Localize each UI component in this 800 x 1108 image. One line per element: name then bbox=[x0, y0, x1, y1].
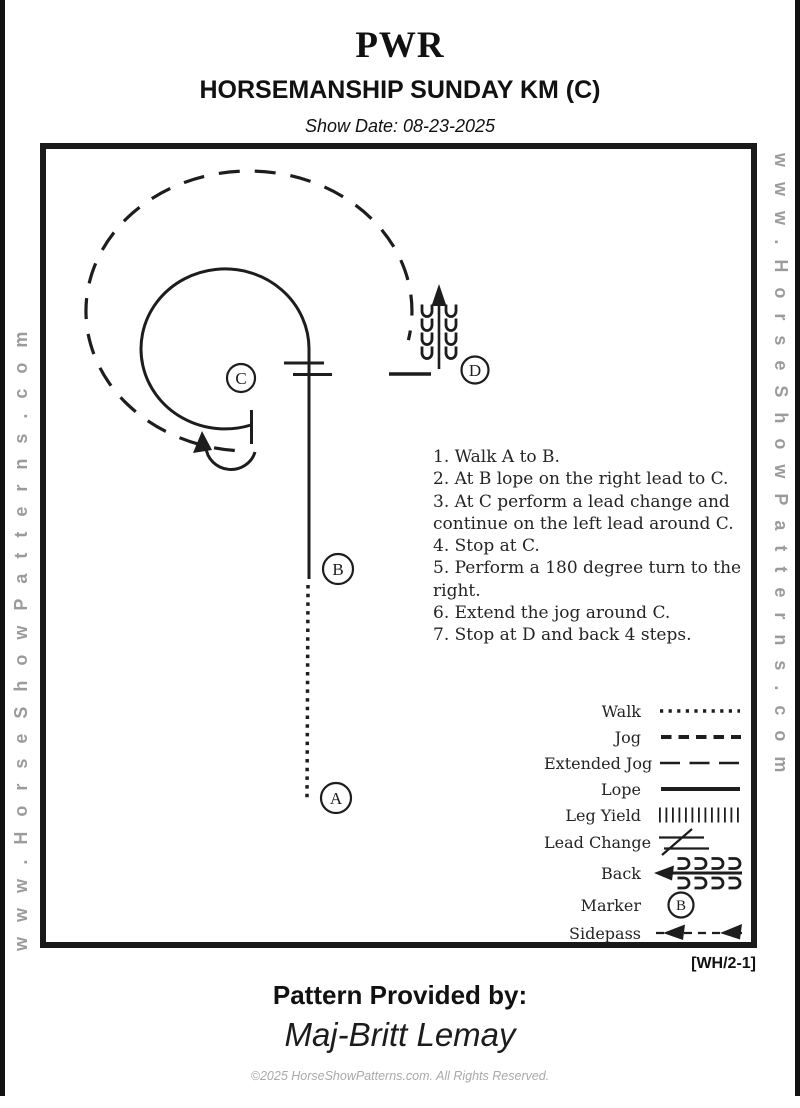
walk-line-symbol bbox=[652, 698, 744, 724]
hoofprints-left-column bbox=[422, 305, 432, 359]
instruction-line: 2. At B lope on the right lead to C. bbox=[433, 469, 729, 490]
class-title: HORSEMANSHIP SUNDAY KM (C) bbox=[199, 76, 601, 104]
instruction-line: right. bbox=[433, 580, 481, 601]
marker-c bbox=[227, 364, 255, 392]
page-border-left bbox=[0, 0, 5, 1096]
pattern-diagram-box bbox=[40, 143, 757, 948]
instruction-line: continue on the left lead around C. bbox=[433, 513, 734, 534]
back-symbol-d bbox=[422, 284, 456, 369]
legend-row-leg-yield bbox=[544, 802, 744, 828]
legend-row-back bbox=[544, 856, 744, 890]
marker-b bbox=[323, 554, 353, 584]
legend-label: Extended Jog bbox=[544, 753, 653, 773]
provided-by-name: Maj-Britt Lemay bbox=[284, 1016, 516, 1053]
sidepass-symbol-legend bbox=[652, 920, 744, 946]
hoofprints-right-column bbox=[446, 305, 456, 359]
instruction-line: 7. Stop at D and back 4 steps. bbox=[433, 625, 692, 646]
instruction-line: 4. Stop at C. bbox=[433, 536, 540, 557]
svg-text:B: B bbox=[675, 898, 687, 914]
leg-yield-symbol bbox=[652, 802, 744, 828]
jog-line-symbol bbox=[652, 724, 744, 750]
walk-path bbox=[307, 585, 308, 801]
hoofprints-top-row bbox=[678, 859, 741, 869]
lope-line-symbol bbox=[652, 776, 744, 802]
legend-row-walk bbox=[544, 698, 744, 724]
legend-row-sidepass bbox=[544, 920, 744, 946]
legend-label: Lead Change bbox=[544, 832, 652, 852]
svg-text:A: A bbox=[329, 789, 343, 808]
pattern-code: [WH/2-1] bbox=[691, 955, 756, 972]
svg-text:D: D bbox=[468, 361, 482, 380]
legend-label: Leg Yield bbox=[565, 805, 641, 825]
svg-text:B: B bbox=[332, 560, 344, 579]
instruction-line: 6. Extend the jog around C. bbox=[433, 603, 671, 624]
page-title: PWR bbox=[355, 25, 445, 66]
show-date: Show Date: 08-23-2025 bbox=[304, 116, 496, 136]
marker-a bbox=[321, 783, 351, 813]
watermark-left: www.HorseShowPatterns.com bbox=[11, 316, 31, 951]
lead-change-symbol-legend bbox=[652, 828, 744, 856]
legend-row-jog bbox=[544, 724, 744, 750]
extended-jog-circle-path bbox=[86, 171, 412, 450]
page-border-right bbox=[795, 0, 800, 1096]
legend-label: Marker bbox=[580, 895, 641, 915]
instruction-line: 3. At C perform a lead change and bbox=[433, 491, 730, 512]
provided-by-label: Pattern Provided by: bbox=[272, 980, 528, 1010]
copyright-line: ©2025 HorseShowPatterns.com. All Rights Reserved. bbox=[250, 1069, 550, 1083]
watermark-right: www.HorseShowPatterns.com bbox=[771, 153, 791, 788]
legend-row-lead-change bbox=[544, 828, 744, 856]
legend-label: Sidepass bbox=[569, 923, 641, 943]
legend-label: Walk bbox=[601, 701, 641, 721]
legend-row-marker bbox=[544, 890, 744, 920]
back-symbol-legend bbox=[652, 856, 744, 890]
marker-symbol-legend bbox=[652, 890, 744, 920]
legend-row-extended-jog bbox=[544, 750, 744, 776]
hoofprints-bottom-row bbox=[678, 878, 741, 888]
legend-label: Back bbox=[601, 863, 641, 883]
instructions-block bbox=[433, 446, 742, 647]
instruction-line: 5. Perform a 180 degree turn to the bbox=[433, 558, 742, 579]
legend bbox=[544, 698, 744, 946]
instruction-line: 1. Walk A to B. bbox=[433, 447, 560, 467]
svg-text:C: C bbox=[235, 369, 247, 388]
legend-label: Lope bbox=[601, 779, 641, 799]
legend-row-lope bbox=[544, 776, 744, 802]
extended-jog-line-symbol bbox=[652, 750, 744, 776]
lope-path bbox=[141, 269, 309, 579]
marker-d bbox=[462, 357, 489, 384]
legend-label: Jog bbox=[614, 727, 641, 747]
